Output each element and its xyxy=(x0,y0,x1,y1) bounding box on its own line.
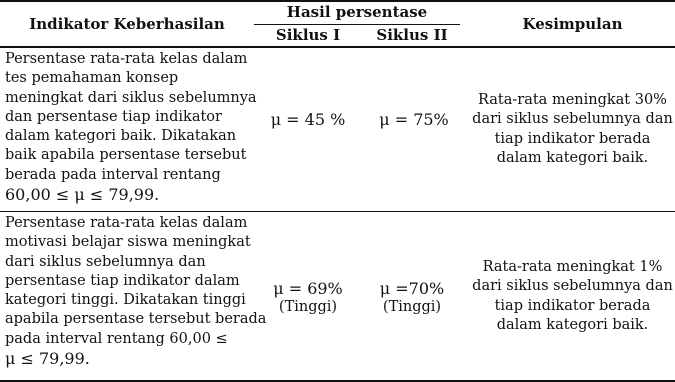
row-2-indicator-line: persentase tiap indikator dalam xyxy=(5,272,240,289)
row-1-conclusion-line: dalam kategori baik. xyxy=(496,149,649,166)
row-2-indicator xyxy=(5,214,267,369)
row-1-cycle-1-value: μ = 45 % xyxy=(270,110,346,129)
row-2-cycle-2-note: (Tinggi) xyxy=(382,299,442,316)
row-2-conclusion-line: dari siklus sebelumnya dan xyxy=(472,278,673,295)
row-2-indicator-line: kategori tinggi. Dikatakan tinggi xyxy=(5,292,246,309)
row-1-conclusion-line: Rata-rata meningkat 30% xyxy=(478,92,667,108)
row-1-conclusion xyxy=(470,91,675,168)
header-cycle-2: Siklus II xyxy=(376,26,448,44)
row-2-conclusion-line: Rata-rata meningkat 1% xyxy=(482,259,663,275)
row-1-indicator-interval: 60,00 ≤ μ ≤ 79,99. xyxy=(5,185,160,205)
top-rule xyxy=(0,0,675,2)
row-1-conclusion-line: dari siklus sebelumnya dan xyxy=(472,111,673,128)
row-2-cycle-2 xyxy=(362,279,462,318)
header-bottom-rule xyxy=(0,46,675,48)
row-1-cycle-2-value: μ = 75% xyxy=(379,110,449,129)
row-1-indicator-line: Persentase rata-rata kelas dalam xyxy=(5,51,248,67)
row-2-indicator-line: dari siklus sebelumnya dan xyxy=(5,253,206,270)
row-2-cycle-1 xyxy=(258,279,358,318)
row-2-conclusion xyxy=(470,258,675,335)
header-indicator: Indikator Keberhasilan xyxy=(29,15,225,33)
subheader-rule xyxy=(254,24,460,25)
row-2-cycle-2-value: μ =70% xyxy=(379,279,445,298)
row-2-indicator-interval: μ ≤ 79,99. xyxy=(5,349,90,369)
row-2-indicator-line: apabila persentase tersebut berada xyxy=(5,311,267,328)
row-1-indicator-line: dan persentase tiap indikator xyxy=(5,108,222,125)
row-2-cycle-1-note: (Tinggi) xyxy=(278,299,338,316)
row-2-conclusion-line: dalam kategori baik. xyxy=(496,316,649,333)
bottom-rule xyxy=(0,380,675,382)
row-1-indicator-line: tes pemahaman konsep xyxy=(5,70,179,87)
row-divider-rule xyxy=(0,211,675,212)
row-2-indicator-line: pada interval rentang 60,00 ≤ xyxy=(5,330,228,347)
header-conclusion: Kesimpulan xyxy=(522,15,623,33)
row-2-conclusion-line: tiap indikator berada xyxy=(494,297,651,314)
row-1-indicator-line: baik apabila persentase tersebut xyxy=(5,147,247,164)
row-1-indicator-line: meningkat dari siklus sebelumnya xyxy=(5,89,257,106)
row-2-indicator-line: Persentase rata-rata kelas dalam xyxy=(5,215,248,231)
row-1-indicator-line: berada pada interval rentang xyxy=(5,166,221,183)
row-1-indicator xyxy=(5,50,257,205)
row-2-cycle-1-value: μ = 69% xyxy=(273,279,343,298)
row-1-conclusion-line: tiap indikator berada xyxy=(494,130,651,147)
header-result-group: Hasil persentase xyxy=(286,3,428,21)
row-1-indicator-line: dalam kategori baik. Dikatakan xyxy=(5,128,237,145)
row-2-indicator-line: motivasi belajar siswa meningkat xyxy=(5,234,251,251)
header-cycle-1: Siklus I xyxy=(275,26,341,44)
